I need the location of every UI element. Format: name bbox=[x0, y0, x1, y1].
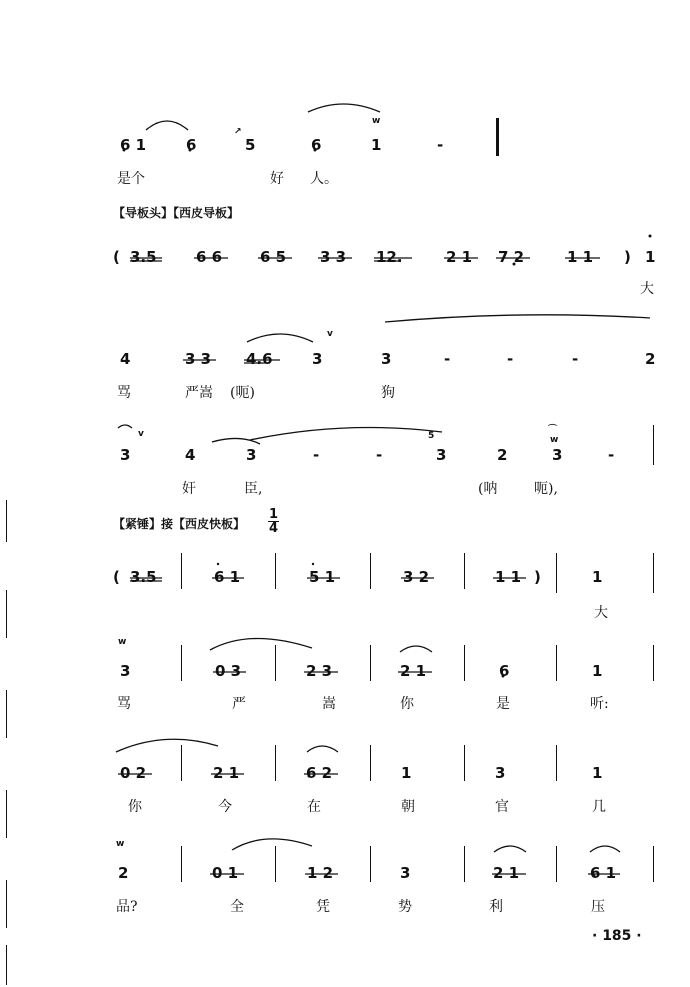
note: - bbox=[608, 446, 615, 464]
note: 7 2 bbox=[498, 248, 525, 266]
note: 1 bbox=[645, 248, 656, 266]
note: 3 bbox=[381, 350, 392, 368]
time-sig-denominator: 4 bbox=[269, 521, 279, 536]
lyric: 听: bbox=[590, 696, 609, 712]
svg-text:⌒: ⌒ bbox=[548, 425, 558, 435]
lyric: 是 bbox=[496, 696, 510, 712]
note: 6 1 bbox=[120, 136, 147, 154]
note: ) bbox=[534, 568, 541, 586]
note: 4 bbox=[185, 446, 196, 464]
section-header-1: 【导板头】【西皮导板】 bbox=[113, 206, 240, 220]
note: 4.6 bbox=[246, 350, 273, 368]
note: 3 bbox=[120, 662, 131, 680]
lyric: 你 bbox=[400, 696, 414, 712]
lyric: 狗 bbox=[381, 385, 395, 401]
note: 2 bbox=[645, 350, 656, 368]
lyric: 骂 bbox=[117, 385, 131, 401]
svg-text:↗: ↗ bbox=[234, 127, 242, 137]
note: 6 bbox=[186, 136, 197, 154]
note: 12. bbox=[376, 248, 403, 266]
lyric: 严嵩 bbox=[185, 385, 213, 401]
lyric: 压 bbox=[591, 899, 605, 915]
note: 1 bbox=[592, 662, 603, 680]
note: - bbox=[437, 136, 444, 154]
note: 2 1 bbox=[446, 248, 473, 266]
note: 1 2 bbox=[307, 864, 334, 882]
section-header-2: 【紧锤】接【西皮快板】 bbox=[113, 517, 246, 531]
svg-text:w: w bbox=[372, 116, 381, 126]
note: 2 1 bbox=[400, 662, 427, 680]
svg-text:5: 5 bbox=[428, 431, 435, 441]
note: 6 2 bbox=[306, 764, 333, 782]
note: 1 bbox=[592, 764, 603, 782]
note: 6 5 bbox=[260, 248, 287, 266]
note: 1 bbox=[592, 568, 603, 586]
note: 1 bbox=[371, 136, 382, 154]
note: 0 1 bbox=[212, 864, 239, 882]
note: 2 1 bbox=[493, 864, 520, 882]
lyric: 嵩 bbox=[322, 696, 336, 712]
note: 3 bbox=[495, 764, 506, 782]
note: 0 3 bbox=[215, 662, 242, 680]
note: 3 bbox=[312, 350, 323, 368]
note: 2 1 bbox=[213, 764, 240, 782]
lyric: 品? bbox=[116, 899, 138, 915]
note: 1 1 bbox=[495, 568, 522, 586]
lyric: 臣, bbox=[244, 481, 263, 497]
note: 3.5 bbox=[130, 248, 157, 266]
lyric: 严 bbox=[232, 696, 246, 712]
note: 2 bbox=[497, 446, 508, 464]
lyric: 你 bbox=[128, 799, 142, 815]
note: 0 2 bbox=[120, 764, 147, 782]
note: 5 bbox=[245, 136, 256, 154]
lyric: 呃), bbox=[534, 481, 558, 497]
svg-text:w: w bbox=[118, 637, 127, 647]
lyric: 利 bbox=[489, 899, 503, 915]
note: - bbox=[313, 446, 320, 464]
note: 3.5 bbox=[130, 568, 157, 586]
note: 6 1 bbox=[590, 864, 617, 882]
note: 5 1 bbox=[309, 568, 336, 586]
lyric: 骂 bbox=[117, 696, 131, 712]
note: 6 6 bbox=[196, 248, 223, 266]
note: 1 1 bbox=[567, 248, 594, 266]
note: 6 bbox=[311, 136, 322, 154]
svg-text:w: w bbox=[550, 435, 559, 445]
lyric: 在 bbox=[307, 799, 321, 815]
lyric: 好 bbox=[270, 171, 284, 187]
note: 6 bbox=[499, 662, 510, 680]
note: 3 bbox=[436, 446, 447, 464]
note: 3 3 bbox=[185, 350, 212, 368]
lyric: 是个 bbox=[117, 171, 145, 187]
note: 1 bbox=[401, 764, 412, 782]
lyric: 人。 bbox=[310, 171, 338, 187]
note: 2 bbox=[118, 864, 129, 882]
lyric: 几 bbox=[592, 799, 606, 815]
note: 2 3 bbox=[306, 662, 333, 680]
lyric: 全 bbox=[230, 899, 244, 915]
note: 3 bbox=[246, 446, 257, 464]
note: ( bbox=[113, 568, 120, 586]
note: - bbox=[376, 446, 383, 464]
svg-text:v: v bbox=[138, 429, 144, 439]
note: 4 bbox=[120, 350, 131, 368]
note: ) bbox=[624, 248, 631, 266]
lyric: 势 bbox=[398, 899, 412, 915]
lyric: 奸 bbox=[182, 481, 196, 497]
note: 3 bbox=[552, 446, 563, 464]
lyric: (呐 bbox=[478, 481, 498, 497]
svg-text:v: v bbox=[327, 329, 333, 339]
note: ( bbox=[113, 248, 120, 266]
lyric: 官 bbox=[495, 799, 509, 815]
lyric: 凭 bbox=[316, 899, 330, 915]
note: 6 1 bbox=[214, 568, 241, 586]
note: 3 bbox=[120, 446, 131, 464]
lyric: 今 bbox=[218, 799, 232, 815]
note: 3 2 bbox=[403, 568, 430, 586]
time-sig-numerator: 1 bbox=[269, 507, 279, 522]
note: - bbox=[507, 350, 514, 368]
page-number: · 185 · bbox=[592, 928, 642, 944]
note: - bbox=[444, 350, 451, 368]
note: 3 3 bbox=[320, 248, 347, 266]
note: - bbox=[572, 350, 579, 368]
lyric: 朝 bbox=[401, 799, 415, 815]
lyric: 大 bbox=[594, 605, 608, 621]
lyric: (呃) bbox=[230, 385, 255, 401]
lyric: 大 bbox=[640, 281, 654, 297]
note: 3 bbox=[400, 864, 411, 882]
svg-text:w: w bbox=[116, 839, 125, 849]
